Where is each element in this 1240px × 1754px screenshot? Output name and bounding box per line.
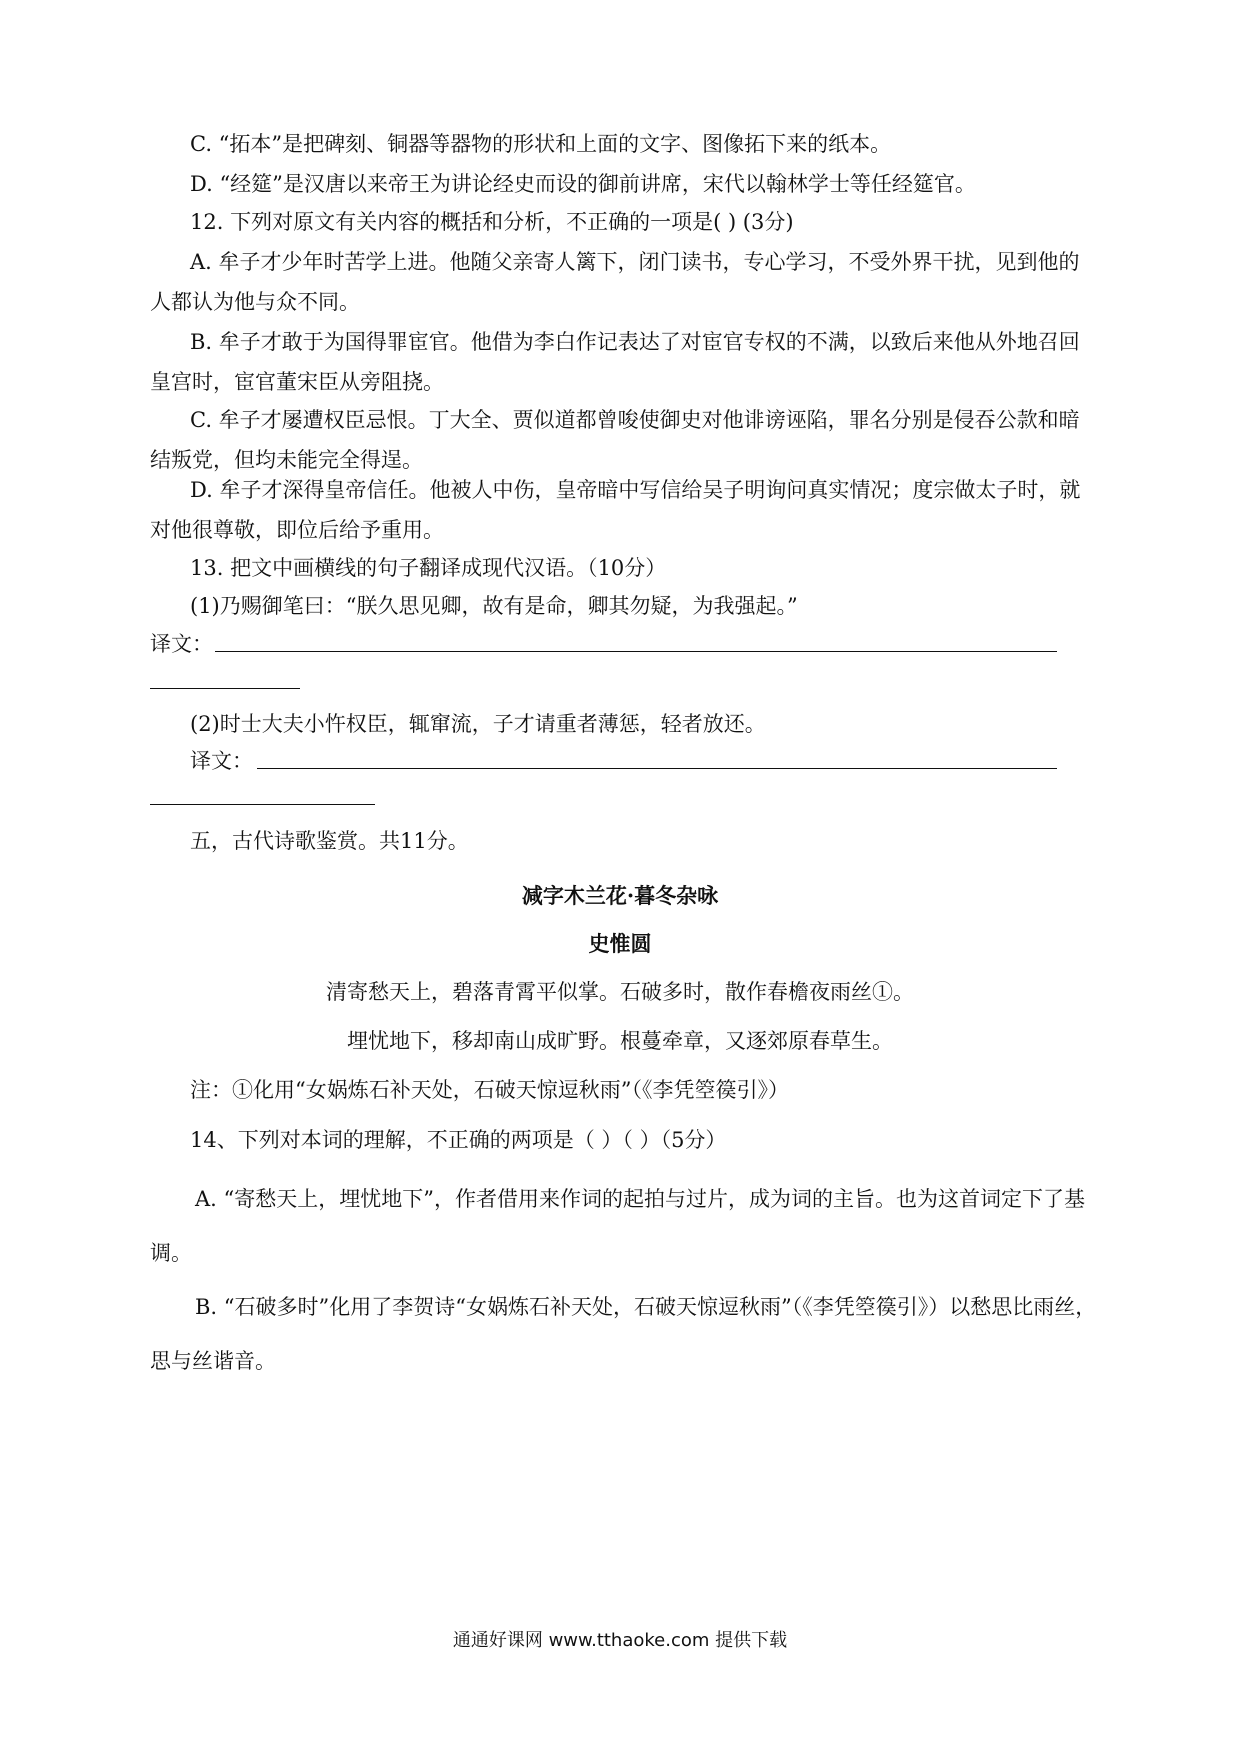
poem-title: 减字木兰花·暮冬杂咏 xyxy=(521,883,719,908)
q13-item-2: (2)时士大夫小忤权臣，辄窜流，子才请重者薄惩，轻者放还。 xyxy=(190,712,766,736)
q13-answer-label-2: 译文： xyxy=(190,749,253,773)
q13-stem: 13. 把文中画横线的句子翻译成现代汉语。（10分） xyxy=(190,556,667,580)
q12-option-a: A. 牟子才少年时苦学上进。他随父亲寄人篱下，闭门读书，专心学习，不受外界干扰，见到他的人都认为他与众不同。 xyxy=(150,250,1080,314)
footer-text: 通通好课网 www.tthaoke.com 提供下载 xyxy=(452,1630,788,1651)
q14-option-a: A. “寄愁天上，埋忧地下”，作者借用来作词的起拍与过片，成为词的主旨。也为这首词定下了基调。 xyxy=(150,1187,1085,1265)
q13-answer-label-1: 译文： xyxy=(150,632,213,656)
answer-line-2[interactable] xyxy=(257,768,1057,769)
answer-line-1[interactable] xyxy=(215,651,1057,652)
answer-line-2-continued[interactable] xyxy=(150,804,375,805)
poem-line-2: 埋忧地下，移却南山成旷野。根蔓牵章，又逐郊原春草生。 xyxy=(347,1029,893,1053)
q13-item-1: (1)乃赐御笔曰：“朕久思见卿，故有是命，卿其勿疑，为我强起。” xyxy=(190,594,798,618)
section5-heading: 五，古代诗歌鉴赏。共11分。 xyxy=(190,829,469,853)
q11-option-d: D. “经筵”是汉唐以来帝王为讲论经史而设的御前讲席，宋代以翰林学士等任经筵官。 xyxy=(190,172,976,196)
q11-option-c: C. “拓本”是把碑刻、铜器等器物的形状和上面的文字、图像拓下来的纸本。 xyxy=(190,132,892,156)
q12-option-b: B. 牟子才敢于为国得罪宦官。他借为李白作记表达了对宦官专权的不满，以致后来他从外地召回皇宫时，宦官董宋臣从旁阻挠。 xyxy=(150,330,1080,394)
q14-option-b: B. “石破多时”化用了李贺诗“女娲炼石补天处，石破天惊逗秋雨”（《李凭箜篌引》）以愁思比雨丝，思与丝谐音。 xyxy=(150,1295,1097,1373)
q14-stem: 14、下列对本词的理解，不正确的两项是（ ）（ ）（5分） xyxy=(190,1128,727,1152)
answer-line-1-continued[interactable] xyxy=(150,688,300,689)
q12-option-c: C. 牟子才屡遭权臣忌恨。丁大全、贾似道都曾唆使御史对他诽谤诬陷，罪名分别是侵吞公款和暗结叛党，但均未能完全得逞。 xyxy=(150,408,1080,472)
q12-stem: 12. 下列对原文有关内容的概括和分析，不正确的一项是( ) (3分) xyxy=(190,210,794,234)
poem-author: 史惟圆 xyxy=(588,931,652,956)
poem-line-1: 清寄愁天上，碧落青霄平似掌。石破多时，散作春檐夜雨丝①。 xyxy=(326,980,914,1004)
poem-note: 注：①化用“女娲炼石补天处，石破天惊逗秋雨”（《李凭箜篌引》） xyxy=(190,1078,789,1102)
q12-option-d: D. 牟子才深得皇帝信任。他被人中伤，皇帝暗中写信给吴子明询问真实情况；度宗做太子时，就对他很尊敬，即位后给予重用。 xyxy=(150,478,1081,542)
